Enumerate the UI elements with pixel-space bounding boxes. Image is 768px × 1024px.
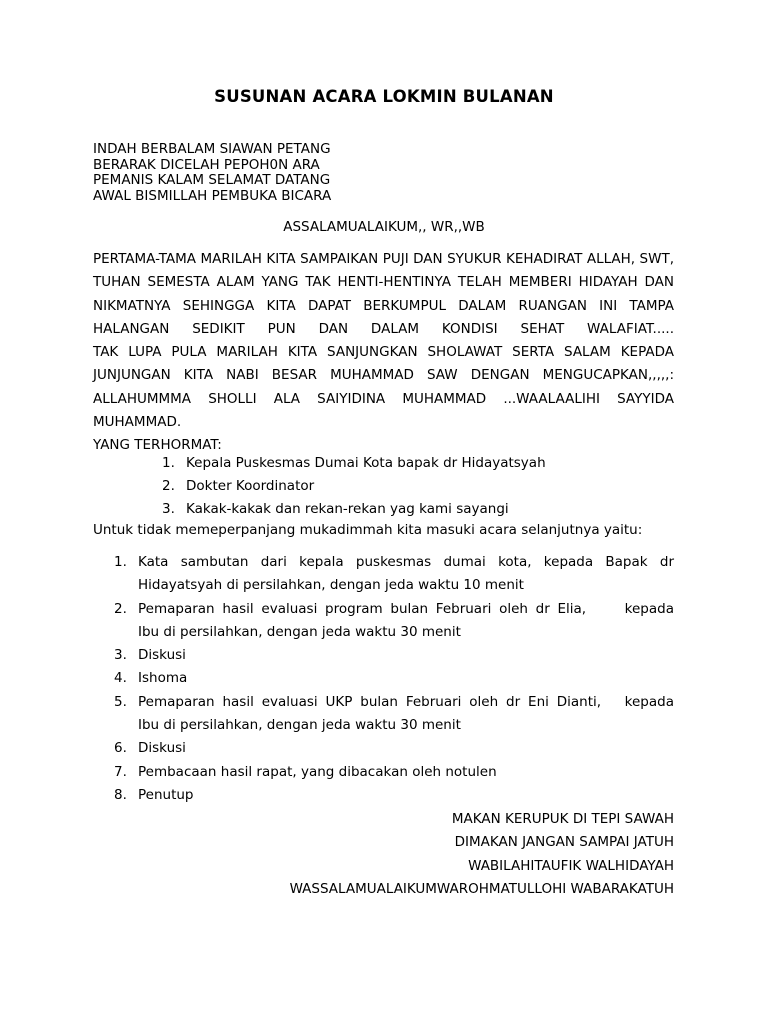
- item-text-continued: Ibu di persilahkan, dengan jeda waktu 30 menit: [138, 623, 461, 640]
- item-number: 7.: [114, 763, 127, 780]
- item-text: Kepala Puskesmas Dumai Kota bapak dr Hidayatsyah: [186, 455, 546, 471]
- honored-label: YANG TERHORMAT:: [93, 437, 222, 453]
- closing-line: WABILAHITAUFIK WALHIDAYAH: [468, 857, 674, 874]
- item-text: Ishoma: [138, 670, 188, 687]
- item-number: 1.: [162, 455, 175, 471]
- item-number: 6.: [114, 740, 127, 757]
- item-number: 8.: [114, 786, 127, 803]
- item-number: 2.: [114, 600, 127, 617]
- list-item: [114, 784, 674, 807]
- closing-poem: [290, 808, 674, 901]
- list-item: [114, 737, 674, 760]
- list-item: [114, 667, 674, 690]
- item-text-continued: Hidayatsyah di persilahkan, dengan jeda waktu 10 menit: [138, 577, 524, 594]
- poem-line: AWAL BISMILLAH PEMBUKA BICARA: [93, 187, 332, 204]
- list-item: [114, 598, 674, 645]
- agenda-intro: Untuk tidak memeperpanjang mukadimmah kita masuki acara selanjutnya yaitu:: [93, 522, 643, 538]
- item-number: 3.: [114, 647, 127, 664]
- closing-line: WASSALAMUALAIKUMWAROHMATULLOHI WABARAKATUH: [289, 880, 674, 897]
- closing-line: DIMAKAN JANGAN SAMPAI JATUH: [454, 834, 674, 851]
- guest-list: [162, 452, 546, 522]
- item-text: Diskusi: [138, 647, 186, 664]
- opening-paragraph-1: PERTAMA-TAMA MARILAH KITA SAMPAIKAN PUJI DAN SYUKUR KEHADIRAT ALLAH, SWT, TUHAN SEMESTA ALAM YANG TAK HENTI-HENTINYA TELAH MEMBERI HIDAYAH DAN NIKMATNYA SEHINGGA KITA DAPAT BERKUMPUL DALAM RUANGAN INI TAMPA HALANGAN SEDIKIT PUN DAN DALAM KONDISI SEHAT WALAFIAT.....: [93, 251, 674, 337]
- item-number: 3.: [162, 501, 175, 518]
- list-item: [114, 644, 674, 667]
- poem-line: PEMANIS KALAM SELAMAT DATANG: [93, 172, 331, 188]
- opening-paragraph-2: TAK LUPA PULA MARILAH KITA SANJUNGKAN SHOLAWAT SERTA SALAM KEPADA JUNJUNGAN KITA NABI BESAR MUHAMMAD SAW DENGAN MENGUCAPKAN,,,,,: ALLAHUMMMA SHOLLI ALA SAIYIDINA MUHAMMAD ...WAALAALIHI SAYYIDA MUHAMMAD.: [93, 344, 674, 431]
- list-item: [162, 452, 546, 475]
- item-text: Pemaparan hasil evaluasi program bulan Februari oleh dr Elia, kepada: [138, 600, 674, 617]
- list-item: [114, 691, 674, 738]
- poem-line: INDAH BERBALAM SIAWAN PETANG: [93, 141, 331, 157]
- list-item: [114, 551, 674, 598]
- item-text: Dokter Koordinator: [186, 478, 315, 495]
- closing-line: MAKAN KERUPUK DI TEPI SAWAH: [451, 811, 674, 827]
- opening-poem: [93, 142, 331, 204]
- item-text: Pemaparan hasil evaluasi UKP bulan Februari oleh dr Eni Dianti, kepada: [138, 693, 674, 710]
- item-text: Penutup: [138, 786, 194, 803]
- item-number: 4.: [114, 670, 127, 687]
- document-title: SUSUNAN ACARA LOKMIN BULANAN: [214, 87, 554, 106]
- agenda-list: [114, 551, 674, 807]
- item-text: Pembacaan hasil rapat, yang dibacakan oleh notulen: [138, 763, 497, 780]
- poem-line: BERARAK DICELAH PEPOH0N ARA: [93, 156, 320, 173]
- item-text: Kata sambutan dari kepala puskesmas dumai kota, kepada Bapak dr: [138, 554, 674, 570]
- list-item: [162, 475, 546, 498]
- item-number: 5.: [114, 693, 127, 710]
- item-number: 1.: [114, 554, 127, 570]
- item-text-continued: Ibu di persilahkan, dengan jeda waktu 30 menit: [138, 717, 461, 734]
- item-text: Diskusi: [138, 740, 186, 757]
- item-text: Kakak-kakak dan rekan-rekan yag kami sayangi: [186, 501, 509, 518]
- list-item: [114, 761, 674, 784]
- list-item: [162, 498, 546, 521]
- greeting-salam: ASSALAMUALAIKUM,, WR,,WB: [283, 219, 485, 235]
- item-number: 2.: [162, 478, 175, 495]
- opening-paragraphs: [93, 248, 674, 434]
